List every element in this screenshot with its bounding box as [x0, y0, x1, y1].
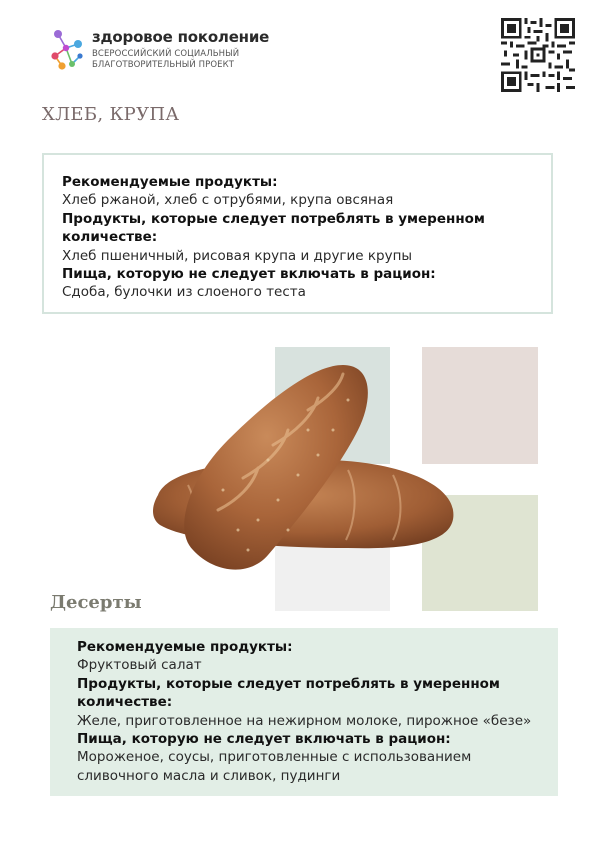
moderate-label-line: Продукты, которые следует потреблять в умеренном — [62, 210, 485, 227]
exclude-label: Пища, которую не следует включать в рацион: — [62, 266, 436, 283]
bread-info-box — [42, 153, 553, 314]
section-title-desserts: Десерты — [50, 592, 142, 613]
moderate-label-line: количестве: — [62, 229, 158, 246]
exclude-text-line: сливочного масла и сливок, пудинги — [77, 767, 341, 784]
exclude-text-line: Мороженое, соусы, приготовленные с использованием — [77, 749, 472, 766]
qr-code-icon[interactable] — [501, 18, 575, 92]
moderate-label-line: Продукты, которые следует потреблять в умеренном — [77, 675, 500, 692]
recommended-label: Рекомендуемые продукты: — [77, 639, 293, 655]
section-title-bread: ХЛЕБ, КРУПА — [42, 104, 180, 125]
moderate-label — [77, 675, 558, 712]
brand-subtitle — [92, 49, 269, 71]
brand — [92, 28, 269, 71]
moderate-label-line: количестве: — [77, 694, 173, 711]
exclude-text — [77, 748, 558, 785]
moderate-text: Хлеб пшеничный, рисовая крупа и другие крупы — [62, 247, 413, 264]
molecule-logo-icon — [46, 26, 86, 72]
exclude-text: Сдоба, булочки из слоеного теста — [62, 284, 306, 301]
recommended-label: Рекомендуемые продукты: — [62, 174, 278, 190]
moderate-label — [62, 210, 551, 247]
recommended-text: Фруктовый салат — [77, 657, 202, 674]
desserts-info-box — [50, 628, 558, 796]
bread-loaves-icon — [148, 360, 458, 585]
recommended-text: Хлеб ржаной, хлеб с отрубями, крупа овсяная — [62, 192, 394, 209]
exclude-label: Пища, которую не следует включать в рацион: — [77, 731, 451, 748]
moderate-text: Желе, приготовленное на нежирном молоке, пирожное «безе» — [77, 712, 532, 729]
brand-name: здоровое поколение — [92, 28, 270, 46]
brand-subtitle-line: БЛАГОТВОРИТЕЛЬНЫЙ ПРОЕКТ — [92, 60, 235, 70]
brand-subtitle-line: ВСЕРОССИЙСКИЙ СОЦИАЛЬНЫЙ — [92, 49, 240, 59]
